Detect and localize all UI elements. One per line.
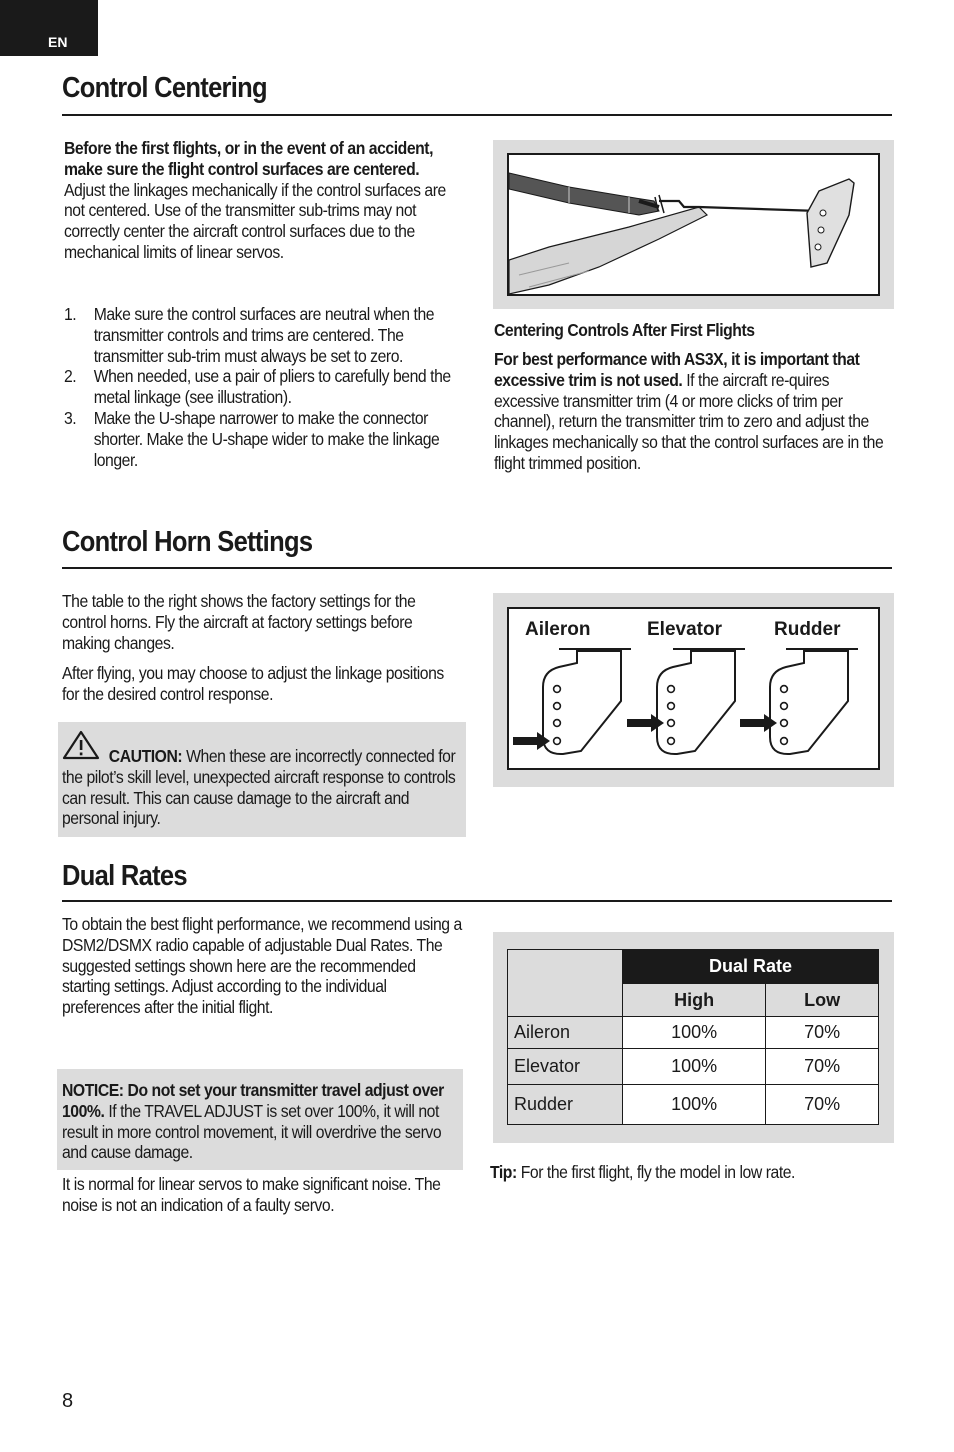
linkage-illustration [507, 153, 880, 296]
horn-hole [781, 686, 788, 693]
horn-label: Elevator [647, 619, 722, 640]
row-label: Elevator [508, 1049, 623, 1085]
horn-hole [668, 738, 675, 745]
section-title-dual-rates: Dual Rates [62, 860, 187, 892]
row-label: Rudder [508, 1085, 623, 1125]
horn-paragraph-1: The table to the right shows the factory settings for the control horns. Fly the aircraft at factory settings before making changes. [62, 591, 416, 653]
horn-label: Rudder [774, 619, 841, 640]
notice-rest: If the TRAVEL ADJUST is set over 100%, it will not result in more control movement, it will overdrive the servo and cause damage. [62, 1100, 442, 1163]
centering-intro [64, 138, 453, 263]
tip-text [490, 1162, 886, 1183]
step-item: 3. Make the U-shape narrower to make the connector shorter. Make the U-shape wider to make the linkage longer. [64, 407, 440, 470]
horn-aileron [513, 619, 631, 754]
horn-rudder [740, 619, 858, 754]
language-label: EN [48, 34, 68, 50]
row-label: Aileron [508, 1017, 623, 1049]
horn-hole [554, 720, 561, 727]
figure-caption: Centering Controls After First Flights [494, 320, 755, 340]
as3x-bold: For best performance with AS3X, it is important that excessive trim is not used. [494, 349, 860, 390]
table-group-header: Dual Rate [623, 950, 879, 984]
horn-paragraph-2: After flying, you may choose to adjust the linkage positions for the desired control response. [62, 663, 444, 704]
section-rule [62, 900, 892, 902]
row-low: 70% [766, 1017, 879, 1049]
rates-paragraph-1: To obtain the best flight performance, we recommend using a DSM2/DSMX radio capable of adjustable Dual Rates. The suggested settings shown here are the recommended starting settings. Adjust according to the individual preferences after the initial flight. [62, 914, 462, 1018]
caution-text [62, 746, 465, 829]
notice-bold: NOTICE: Do not set your transmitter travel adjust over 100%. [62, 1080, 444, 1121]
step-item: 2. When needed, use a pair of pliers to carefully bend the metal linkage (see illustration). [64, 366, 451, 408]
centering-intro-bold: Before the first flights, or in the event of an accident, make sure the flight control surfaces are centered. [64, 138, 434, 179]
horn-hole [781, 720, 788, 727]
step-item: 1. Make sure the control surfaces are neutral when the transmitter controls and trims are centered. The transmitter sub-trim must always be set to zero. [64, 304, 435, 366]
horn-settings-drawing [509, 609, 878, 768]
horn-hole [668, 703, 675, 710]
row-low: 70% [766, 1049, 879, 1085]
horn-hole [668, 686, 675, 693]
rates-paragraph-2: It is normal for linear servos to make significant noise. The noise is not an indication of a faulty servo. [62, 1174, 441, 1215]
horn-label: Aileron [525, 619, 591, 640]
row-low: 70% [766, 1085, 879, 1125]
language-tab [0, 0, 98, 56]
horn-elevator [627, 619, 745, 754]
row-high: 100% [623, 1017, 766, 1049]
notice-text [62, 1080, 463, 1163]
centering-intro-rest: Adjust the linkages mechanically if the control surfaces are not centered. Use of the transmitter sub-trims may not correctly center the aircraft control surfaces due to the mechanical limits of linear servos. [64, 179, 446, 262]
centering-steps [64, 304, 453, 470]
horn-hole [554, 686, 561, 693]
caution-body: When these are incorrectly connected for the pilot’s skill level, unexpected aircraft response to controls can result. This can cause damage to the aircraft and personal injury. [62, 746, 456, 829]
table-col-low: Low [766, 984, 879, 1017]
row-high: 100% [623, 1049, 766, 1085]
as3x-paragraph [494, 349, 890, 474]
table-row [508, 1049, 879, 1085]
tip-body: For the first flight, fly the model in low rate. [516, 1162, 795, 1182]
horn-hole [781, 738, 788, 745]
row-high: 100% [623, 1085, 766, 1125]
section-title-control-centering: Control Centering [62, 72, 267, 104]
caution-label: CAUTION: [108, 746, 183, 766]
horn-hole [554, 703, 561, 710]
horn-hole [554, 738, 561, 745]
table-row [508, 1017, 879, 1049]
section-title-control-horn-settings: Control Horn Settings [62, 526, 313, 558]
linkage-drawing [509, 155, 878, 294]
section-rule [62, 567, 892, 569]
tip-label: Tip: [490, 1162, 517, 1182]
section-rule [62, 114, 892, 116]
table-row [508, 1085, 879, 1125]
as3x-rest: If the aircraft re-quires excessive transmitter trim (4 or more clicks of trim per channel), return the transmitter trim to zero and adjust the linkages mechanically so that the control surfaces are in the flight trimmed position. [494, 369, 884, 473]
dual-rate-table [507, 949, 879, 1125]
table-corner-cell [508, 950, 623, 1017]
horn-settings-figure [507, 607, 880, 770]
horn-hole [668, 720, 675, 727]
horn-hole [781, 703, 788, 710]
table-col-high: High [623, 984, 766, 1017]
page-number: 8 [62, 1390, 74, 1412]
